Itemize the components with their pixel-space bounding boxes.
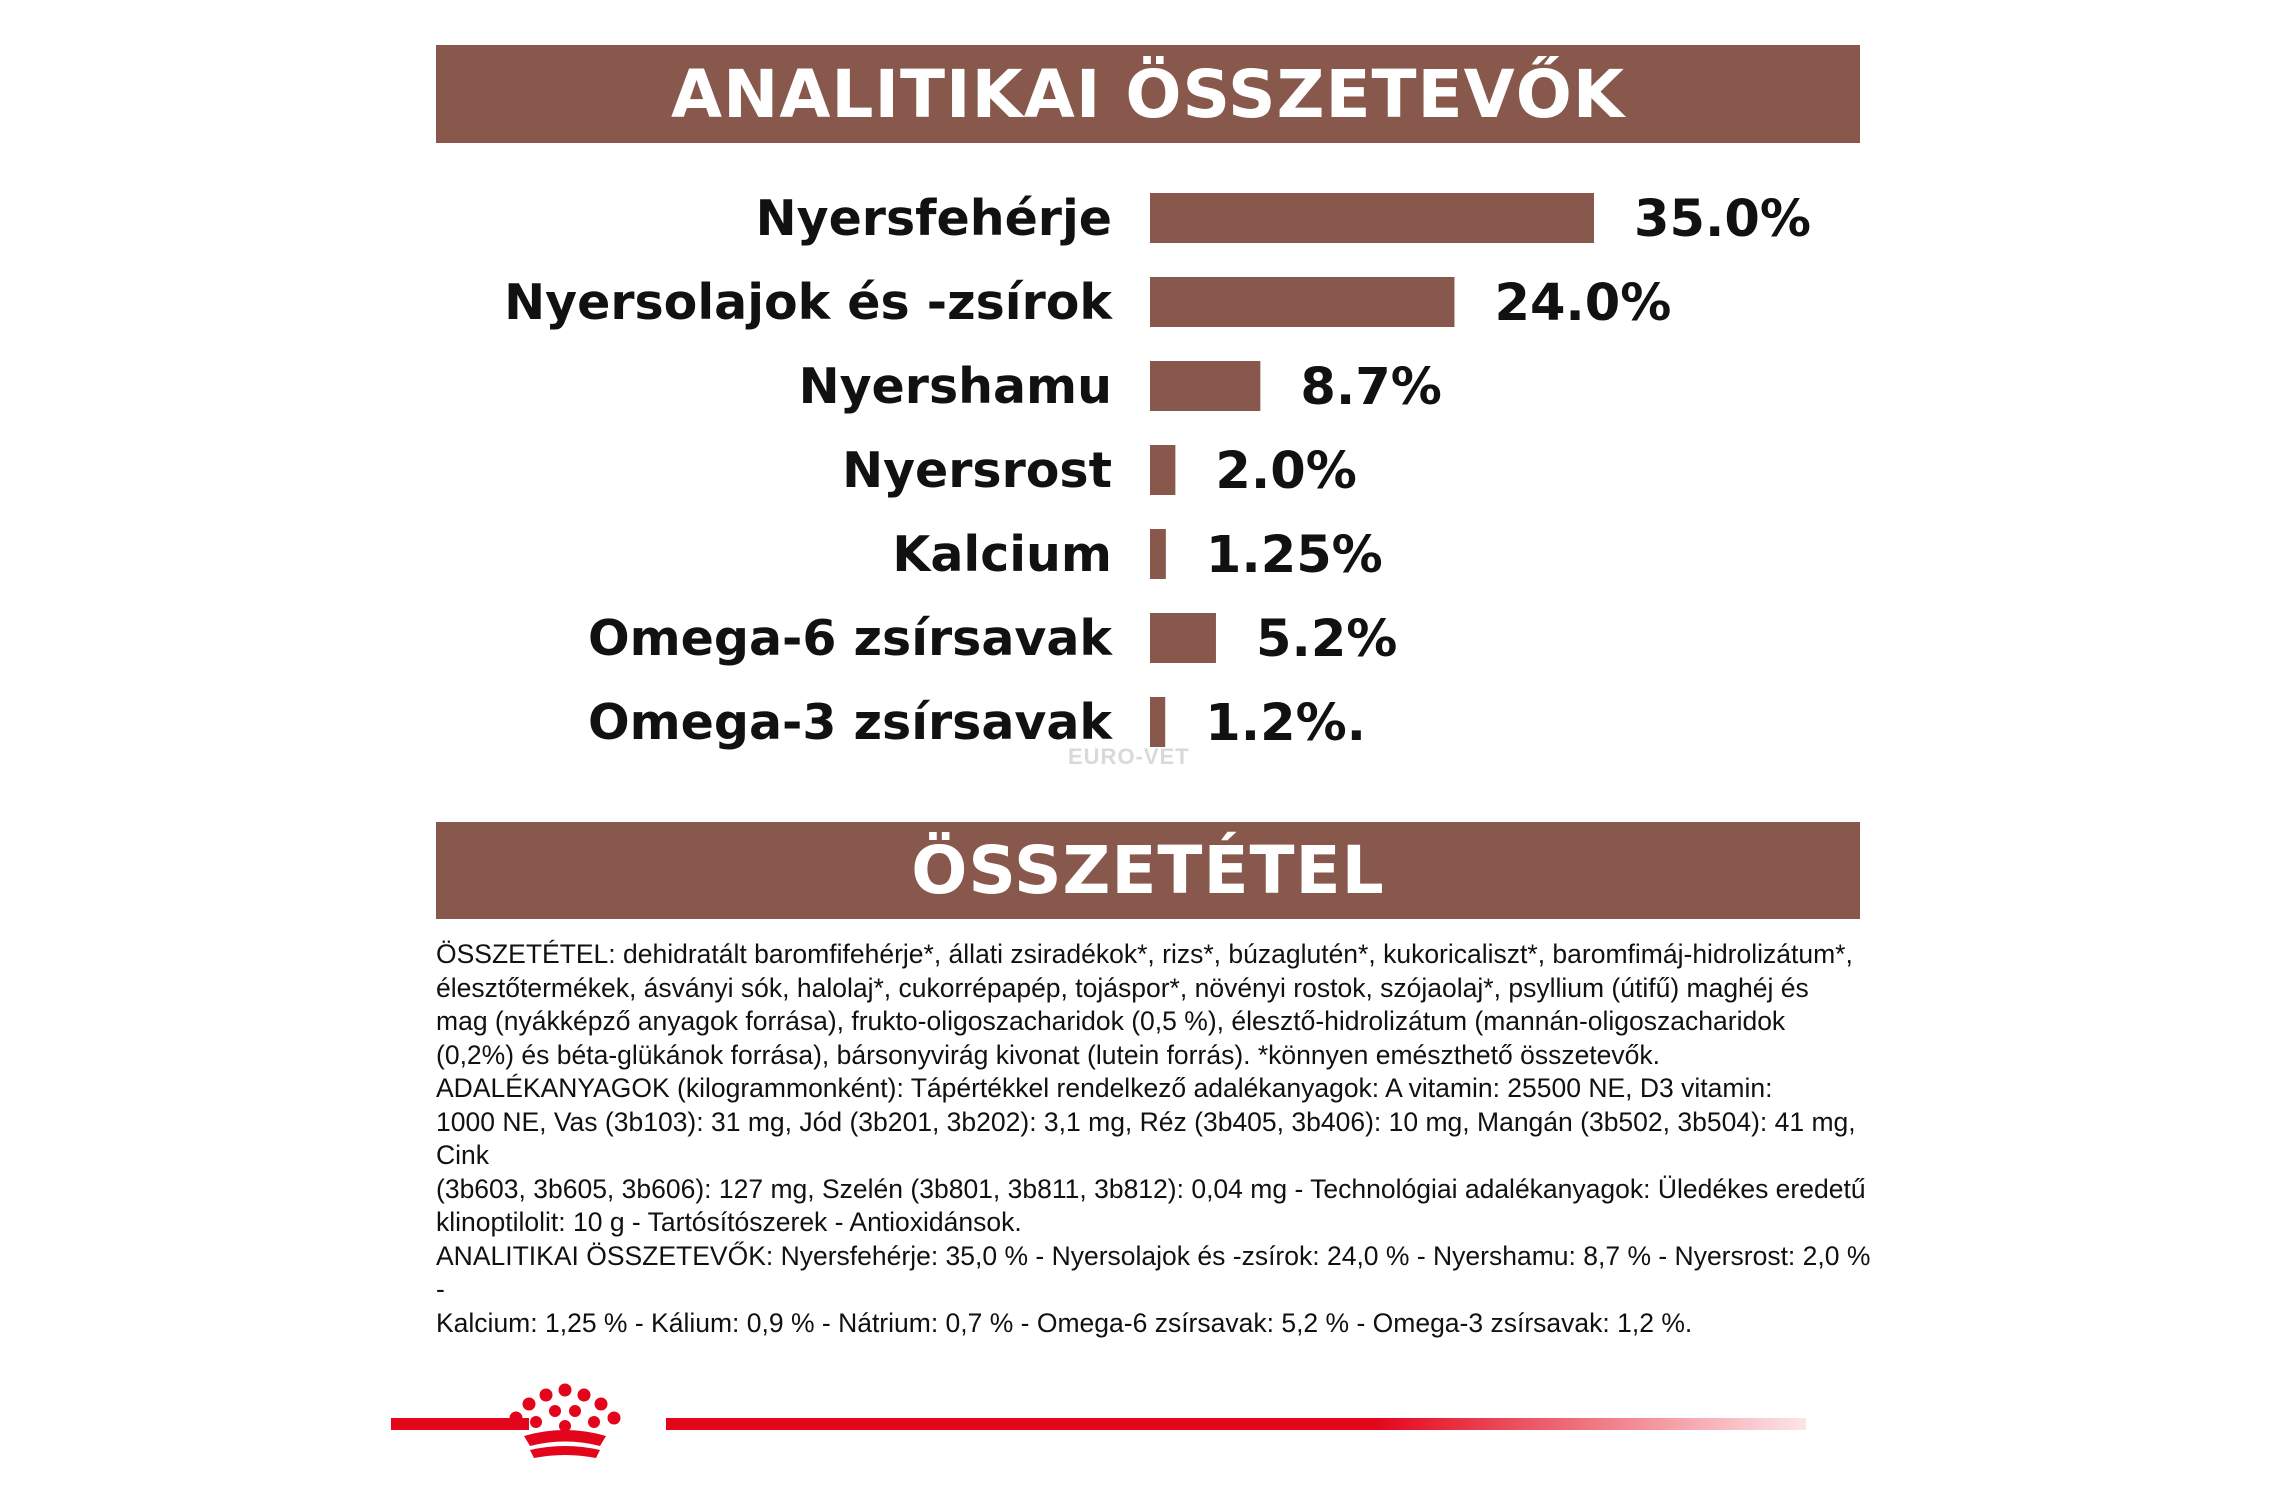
value-label: 2.0% [1215,442,1357,501]
bar [1150,613,1216,663]
value-label: 8.7% [1300,358,1442,417]
value-label: 5.2% [1255,610,1398,669]
category-label: Nyershamu [798,358,1112,415]
composition-paragraph-analytical: ANALITIKAI ÖSSZETEVŐK: Nyersfehérje: 35,0 % - Nyersolajok és -zsírok: 24,0 % - Nyershamu: 8,7 % - Nyersrost: 2,0 % - Kalcium: 1,25 % - Kálium: 0,9 % - Nátrium: 0,7 % - Omega-6 zsírsavak: 5,2 % - Omega-3 zsírsavak: 1,2 %. [436,1240,1871,1338]
category-label: Nyersfehérje [755,190,1112,247]
footer-line-right [666,1418,1806,1430]
value-label: 35.0% [1634,190,1811,249]
crown-icon [500,1380,630,1466]
category-label: Nyersolajok és -zsírok [504,274,1112,331]
bar [1150,361,1260,411]
composition-paragraph-ingredients: ÖSSZETÉTEL: dehidratált baromfifehérje*, állati zsiradékok*, rizs*, búzaglutén*, kukoricaliszt*, baromfimáj-hidrolizátum*, élesztőtermékek, ásványi sók, halolaj*, cukorrépapép, tojáspor*, növényi rostok, szójaolaj*, psyllium (útifű) maghéj és mag (nyákképző anyagok forrása), frukto-oligoszacharidok (0,5 %), élesztő-hidrolizátum (mannán-oligoszacharidok (0,2%) és béta-glükánok forrása), bársonyvirág kivonat (lutein forrás). *könnyen emészthető összetevők. [436,939,1853,1070]
value-label: 24.0% [1494,274,1672,333]
composition-header-title: ÖSSZETÉTEL [911,832,1385,909]
composition-text-block [436,938,1876,1340]
category-label: Kalcium [892,526,1112,583]
value-label: 1.25% [1205,526,1383,585]
bar [1150,445,1175,495]
bar [1150,277,1454,327]
bar [1150,697,1165,747]
composition-paragraph-additives: ADALÉKANYAGOK (kilogrammonként): Tápértékkel rendelkező adalékanyagok: A vitamin: 25500 NE, D3 vitamin: 1000 NE, Vas (3b103): 31 mg, Jód (3b201, 3b202): 3,1 mg, Réz (3b405, 3b406): 10 mg, Mangán (3b502, 3b504): 41 mg, Cink (3b603, 3b605, 3b606): 127 mg, Szelén (3b801, 3b811, 3b812): 0,04 mg - Technológiai adalékanyagok: Üledékes eredetű klinoptilolit: 10 g - Tartósítószerek - Antioxidánsok. [436,1073,1866,1237]
bar [1150,529,1166,579]
watermark-text: EURO-VET [1068,744,1190,769]
value-label: 1.2%. [1205,694,1367,753]
category-label: Omega-3 zsírsavak [587,694,1112,751]
category-label: Nyersrost [842,442,1112,499]
bar [1150,193,1594,243]
composition-header-banner [436,822,1860,919]
analytical-header-title: ANALITIKAI ÖSSZETEVŐK [671,55,1625,133]
category-label: Omega-6 zsírsavak [587,610,1112,667]
